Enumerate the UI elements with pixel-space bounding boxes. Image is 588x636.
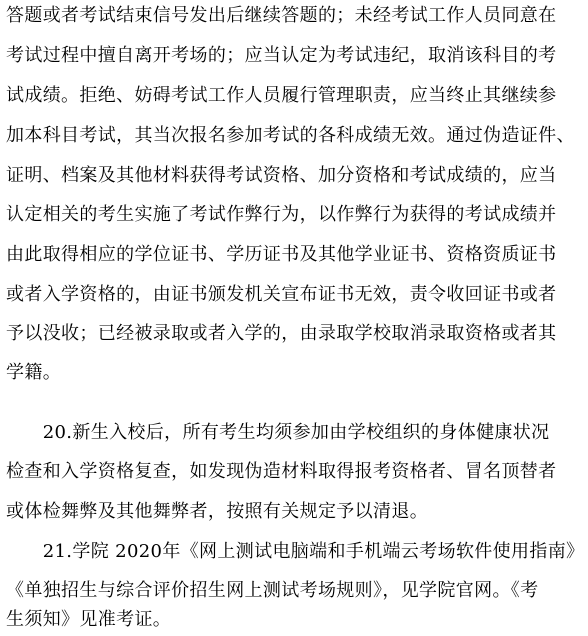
text-line-1: 答题或者考试结束信号发出后继续答题的；未经考试工作人员同意在: [6, 5, 557, 26]
text-line-9: 予以没收；已经被录取或者入学的，由录取学校取消录取资格或者其: [6, 323, 557, 344]
text-line-14: 21.学院 2020年《网上测试电脑端和手机端云考场软件使用指南》: [6, 541, 585, 562]
text-line-4: 加本科目考试，其当次报名参加考试的各科成绩无效。通过伪造证件、: [6, 125, 575, 146]
text-line-13: 或体检舞弊及其他舞弊者，按照有关规定予以清退。: [6, 501, 429, 522]
text-line-12: 检查和入学资格复查，如发现伪造材料取得报考资格者、冒名顶替者: [6, 461, 557, 482]
text-line-8: 或者入学资格的，由证书颁发机关宣布证书无效，责令收回证书或者: [6, 284, 557, 305]
text-line-16: 生须知》见准考证。: [6, 609, 172, 630]
text-line-7: 由此取得相应的学位证书、学历证书及其他学业证书、资格资质证书: [6, 244, 557, 265]
text-line-6: 认定相关的考生实施了考试作弊行为，以作弊行为获得的考试成绩并: [6, 204, 557, 225]
text-line-3: 试成绩。拒绝、妨碍考试工作人员履行管理职责，应当终止其继续参: [6, 85, 557, 106]
text-line-5: 证明、档案及其他材料获得考试资格、加分资格和考试成绩的，应当: [6, 165, 557, 186]
text-line-15: 《单独招生与综合评价招生网上测试考场规则》，见学院官网。《考: [6, 580, 539, 601]
text-line-11: 20.新生入校后，所有考生均须参加由学校组织的身体健康状况: [6, 422, 550, 443]
text-line-2: 考试过程中擅自离开考场的；应当认定为考试违纪，取消该科目的考: [6, 45, 557, 66]
text-line-10: 学籍。: [6, 362, 62, 383]
